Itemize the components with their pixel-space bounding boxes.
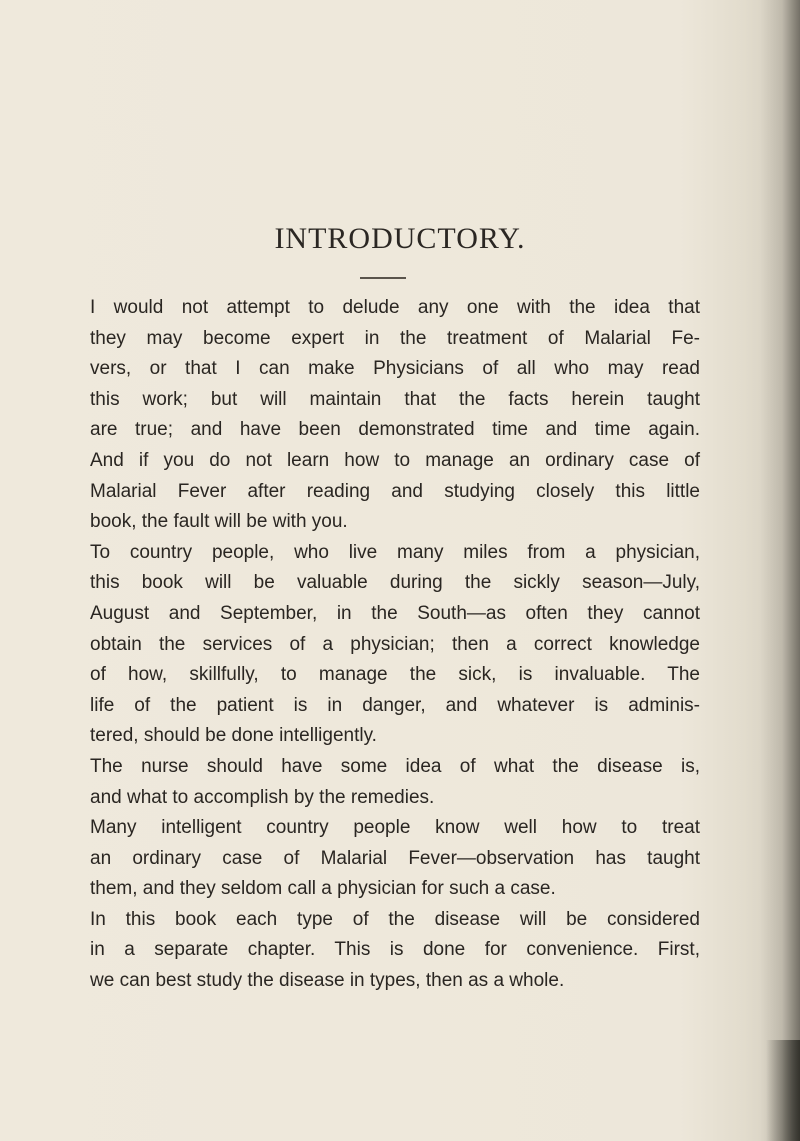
text-line: vers, or that I can make Physicians of all who may read xyxy=(90,358,700,380)
text-line: In this book each type of the disease will be considered xyxy=(90,908,700,930)
text-line: The nurse should have some idea of what the disease is, xyxy=(90,755,700,777)
text-line: August and September, in the South—as often they cannot xyxy=(90,602,700,624)
text-line: an ordinary case of Malarial Fever—observation has taught xyxy=(90,847,700,869)
text-line: Many intelligent country people know well how to treat xyxy=(90,817,700,839)
text-line: Malarial Fever after reading and studying closely this little xyxy=(90,480,700,502)
text-line: this book will be valuable during the sickly season—July, xyxy=(90,572,700,594)
text-line: And if you do not learn how to manage an ordinary case of xyxy=(90,449,700,471)
text-line: To country people, who live many miles from a physician, xyxy=(90,541,700,563)
text-line: obtain the services of a physician; then a correct knowledge xyxy=(90,633,700,655)
text-line: are true; and have been demonstrated time and time again. xyxy=(90,419,700,441)
text-line: they may become expert in the treatment of Malarial Fe- xyxy=(90,327,700,349)
text-line: and what to accomplish by the remedies. xyxy=(90,786,435,808)
text-line: in a separate chapter. This is done for convenience. First, xyxy=(90,939,700,961)
text-line: tered, should be done intelligently. xyxy=(90,725,377,747)
chapter-heading: INTRODUCTORY. xyxy=(274,222,526,255)
page-edge-dark xyxy=(766,1040,800,1141)
body-text xyxy=(90,293,700,997)
text-line: of how, skillfully, to manage the sick, is invaluable. The xyxy=(90,664,700,686)
text-line: them, and they seldom call a physician for such a case. xyxy=(90,878,556,900)
text-line: this work; but will maintain that the facts herein taught xyxy=(90,388,700,410)
text-line: life of the patient is in danger, and whatever is adminis- xyxy=(90,694,700,716)
text-line: I would not attempt to delude any one with the idea that xyxy=(90,297,700,318)
heading-rule xyxy=(360,277,406,279)
page-edge-shadow xyxy=(760,0,800,1141)
text-line: book, the fault will be with you. xyxy=(90,511,348,533)
text-line: we can best study the disease in types, then as a whole. xyxy=(90,970,565,992)
